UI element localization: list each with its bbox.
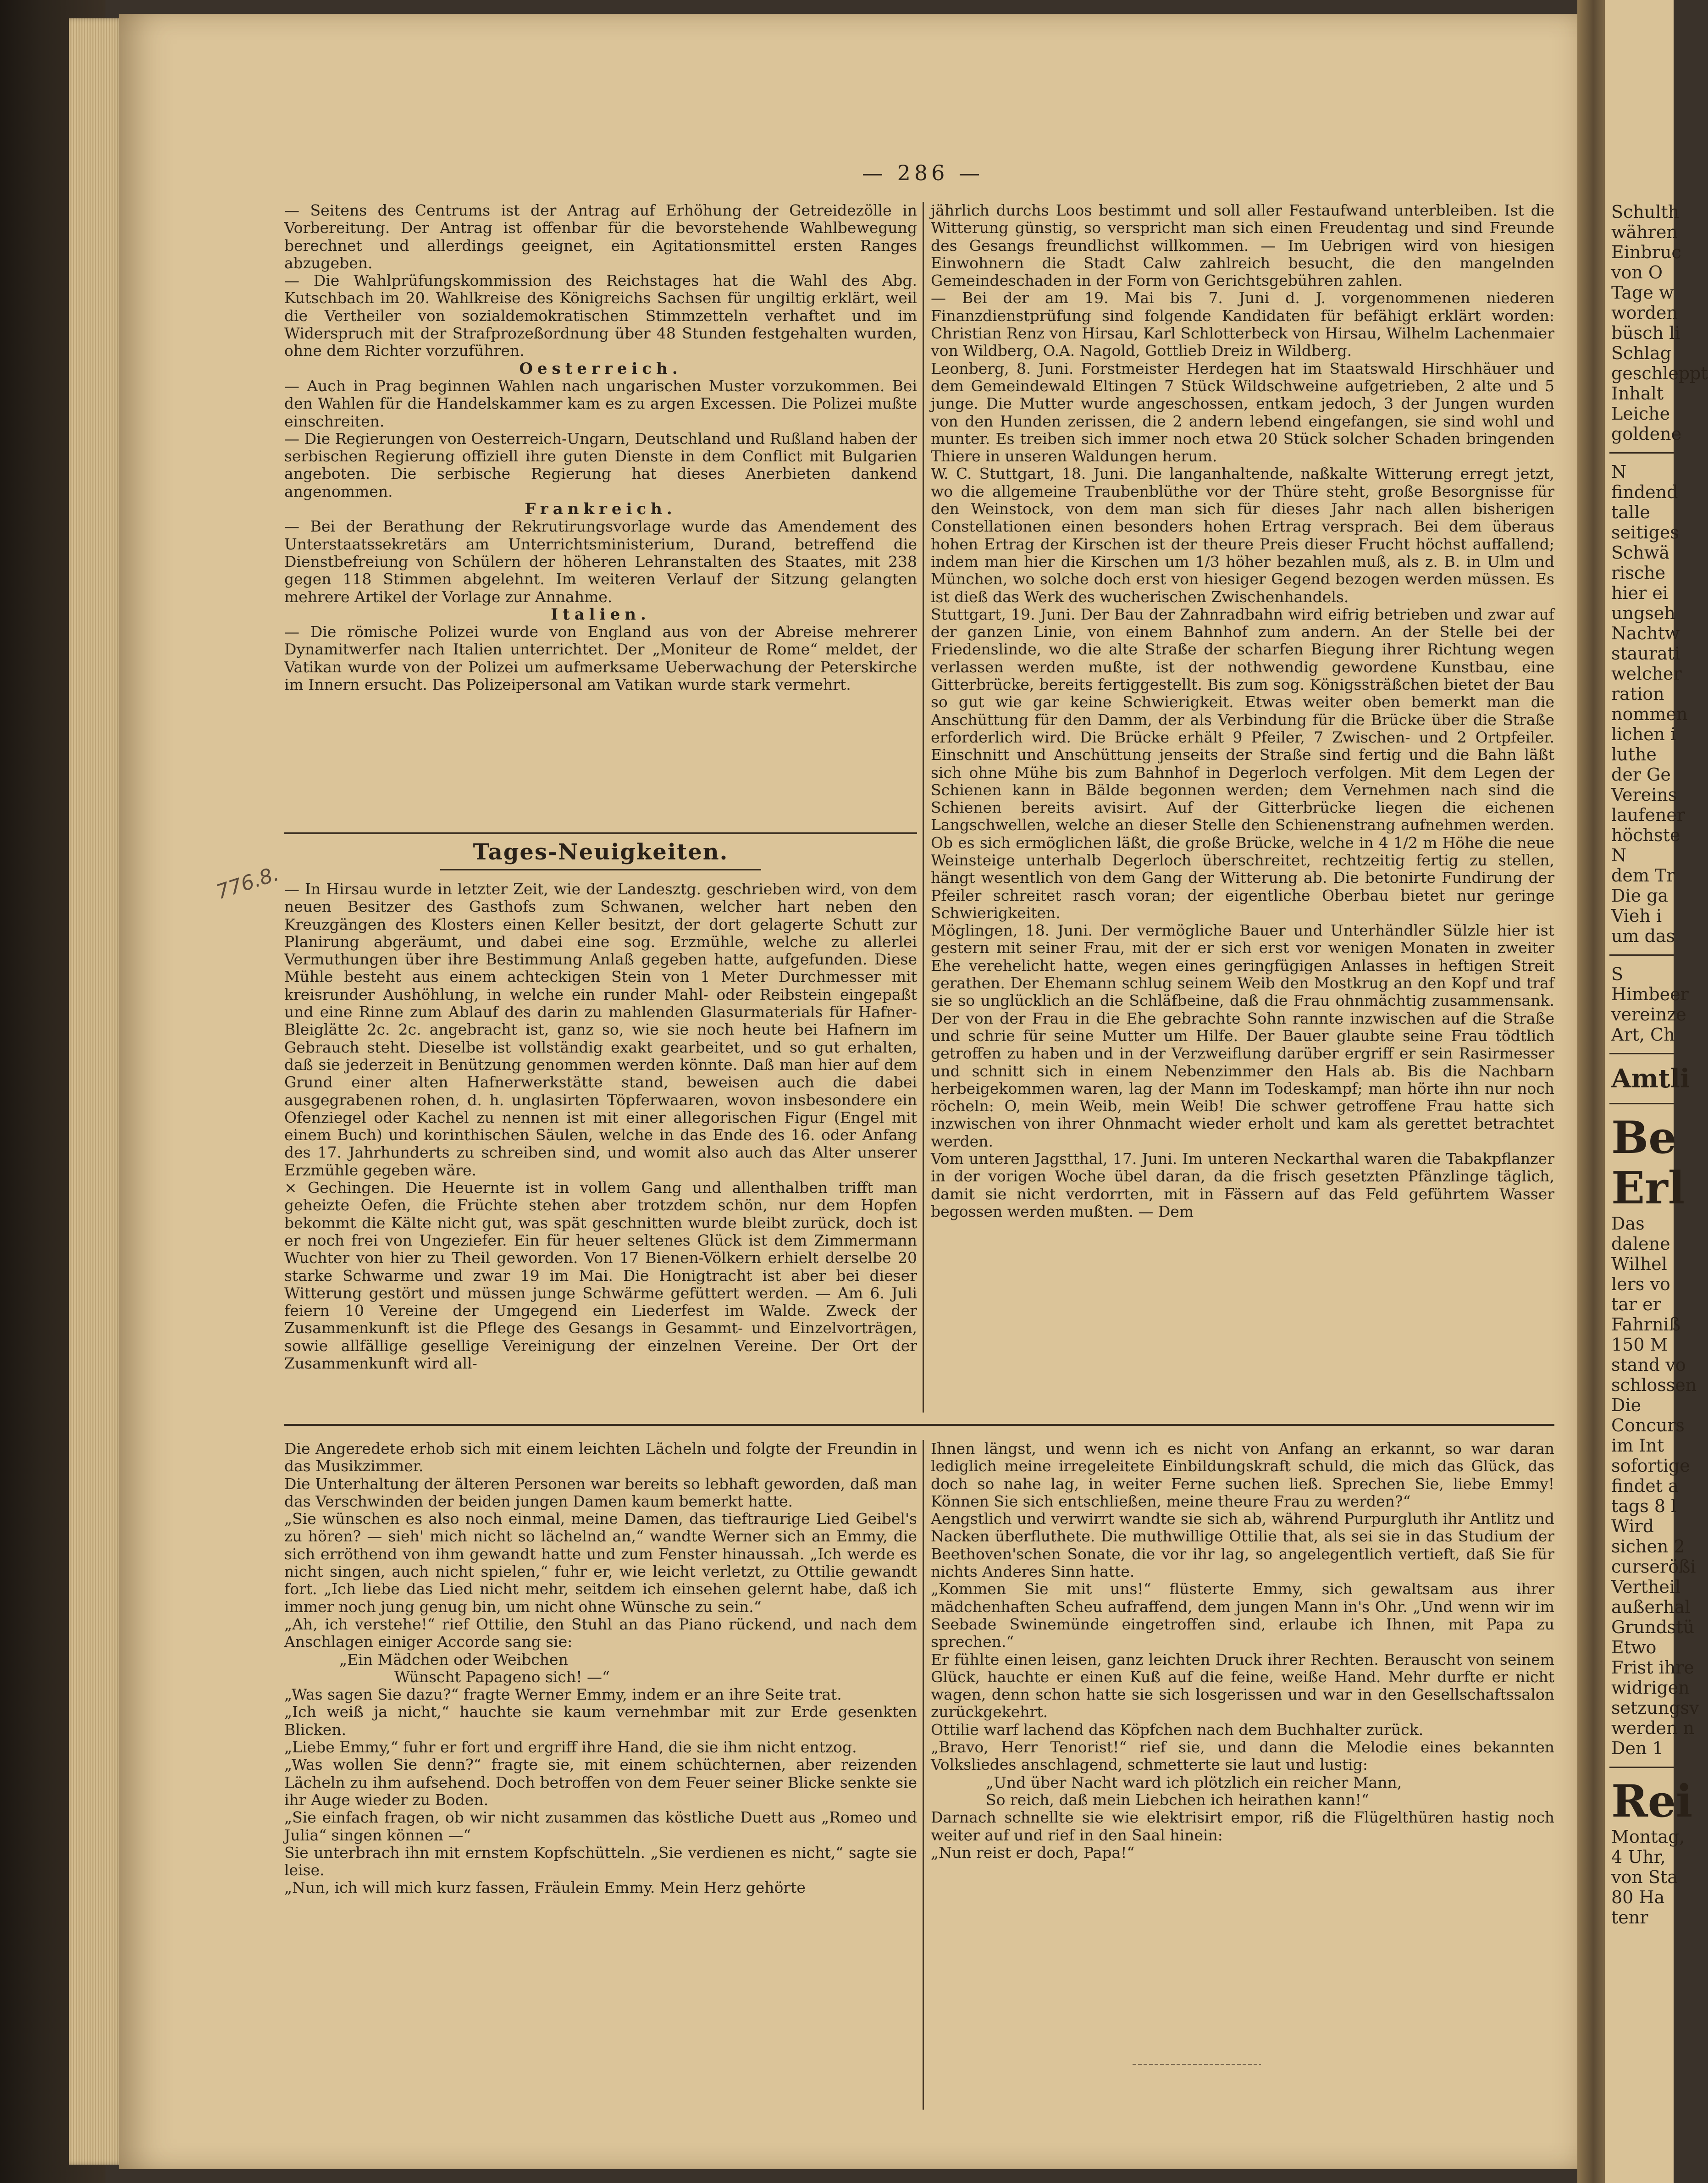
next-page-line: stand vo	[1611, 1355, 1686, 1375]
next-page-line: nommen	[1611, 704, 1688, 724]
next-page-line: staurati	[1611, 643, 1680, 664]
story-paragraph: „Kommen Sie mit uns!“ flüsterte Emmy, sich gewaltsam aus ihrer mädchenhaften Scheu aufraffend, dem jungen Mann in's Ohr. „Und wenn wir im Seebade Swinemünde eingetroffen sind, erlaube ich Ihnen, mit Papa zu sprechen.“	[931, 1580, 1554, 1651]
next-page-rule	[1609, 1767, 1674, 1768]
column-divider	[923, 202, 924, 1413]
next-page-line: Montag,	[1611, 1827, 1685, 1847]
next-page-line: sofortige	[1611, 1456, 1690, 1476]
next-page-line: Himbeer	[1611, 984, 1689, 1004]
story-paragraph: „Nun, ich will mich kurz fassen, Fräulein Emmy. Mein Herz gehörte	[284, 1878, 806, 1897]
section-divider	[284, 832, 917, 834]
next-page-line: Schlag	[1611, 343, 1671, 363]
next-page-big-heading: Be	[1611, 1112, 1677, 1164]
next-page-line: Den 1	[1611, 1738, 1664, 1758]
next-page-lines	[1605, 202, 1708, 444]
next-page-line: hier ei	[1611, 583, 1669, 603]
story-paragraph: Ihnen längst, und wenn ich es nicht von Anfang an erkannt, so war daran lediglich meine irregeleitete Einbildungskraft schuld, die mich das Glück, das doch so nahe lag, in weiter Ferne suchen ließ. Sprechen Sie, liebe Emmy! Können Sie sich entschließen, meine theure Frau zu werden?“	[931, 1440, 1554, 1510]
column-feuilleton-right	[931, 1440, 1554, 1862]
next-page-line: Schwä	[1611, 543, 1669, 563]
article-paragraph: Vom unteren Jagstthal, 17. Juni. Im unteren Neckarthal waren die Tabakpflanzer in der vorigen Woche übel daran, da die frisch gesetzten Pfänzlinge täglich, damit sie nicht verdorrten, mit in Fässern auf das Feld geführtem Wasser begossen werden mußten. — Dem	[931, 1150, 1554, 1220]
next-page-line: Einbruc	[1611, 242, 1681, 262]
article-paragraph: jährlich durchs Loos bestimmt und soll aller Festaufwand unterbleiben. Ist die Witterung günstig, so verspricht man sich einen Freudentag und sind Freunde des Gesangs freundlichst willkommen. — Im Uebrigen wird von hiesigen Einwohnern die Stadt Calw zahlreich besucht, die den mangelnden Gemeindeschaden in der Form von Gerichtsgebühren zahlen.	[931, 201, 1554, 290]
story-paragraph: „Nun reist er doch, Papa!“	[931, 1843, 1135, 1862]
column-regional-news	[931, 202, 1554, 1220]
next-page-line: währen	[1611, 222, 1678, 242]
section-heading-oesterreich: Oesterreich.	[519, 359, 682, 378]
next-page-line: Wird	[1611, 1516, 1654, 1536]
ornamental-rule	[1133, 2064, 1261, 2065]
story-paragraph: Die Angeredete erhob sich mit einem leichten Lächeln und folgte der Freundin in das Musikzimmer.	[284, 1440, 917, 1475]
section-heading-frankreich: Frankreich.	[525, 500, 677, 519]
next-page-line: sichen 2	[1611, 1536, 1685, 1557]
next-page-line: findend	[1611, 482, 1678, 502]
song-verse-line: „Ein Mädchen oder Weibchen	[339, 1650, 568, 1668]
next-page-line: Grundstü	[1611, 1617, 1695, 1637]
next-page-big-heading: Rei	[1611, 1775, 1693, 1827]
article-paragraph: Leonberg, 8. Juni. Forstmeister Herdegen hat im Staatswald Hirschhäuer und dem Gemeindewald Eltingen 7 Stück Wildschweine aufgetrieben, 2 alte und 5 junge. Die Mutter wurde angeschossen, entkam jedoch, 3 der Jungen wurden von den Hunden zerissen, die 2 andern lebend eingefangen, sie sind wohl und munter. Es treiben sich immer noch etwa 20 Stück solcher Schaden bringenden Thiere in unseren Waldungen herum.	[931, 359, 1554, 465]
next-page-line: findet a	[1611, 1476, 1679, 1496]
next-page-rule	[1609, 452, 1674, 454]
next-page-line: außerhal	[1611, 1597, 1691, 1617]
next-page-line: talle	[1611, 502, 1650, 522]
section-heading-italien: Italien.	[551, 605, 651, 624]
next-page-line: setzungsv	[1611, 1698, 1699, 1718]
story-paragraph: „Bravo, Herr Tenorist!“ rief sie, und dann die Melodie eines bekannten Volksliedes anschlagend, schmetterte sie laut und lustig:	[931, 1738, 1554, 1774]
story-paragraph: „Ah, ich verstehe!“ rief Ottilie, den Stuhl an das Piano rückend, und nach dem Anschlagen einiger Accorde sang sie:	[284, 1615, 917, 1651]
next-page-line: Concurs	[1611, 1415, 1685, 1435]
next-page-line: von Sta	[1611, 1867, 1678, 1887]
article-paragraph: W. C. Stuttgart, 18. Juni. Die langanhaltende, naßkalte Witterung erregt jetzt, wo die allgemeine Traubenblüthe vor der Thüre steht, große Besorgnisse für den Weinstock, von dem man sich für dieses Jahr nach allen bisherigen Constellationen einen besonders hohen Ertrag versprach. Bei dem überaus hohen Ertrag der Kirschen ist der theure Preis dieser Frucht höchst auffallend; indem man hier die Kirschen um 1/3 höher bezahlen muß, als z. B. in Ulm und München, wo solche doch erst von hiesiger Gegend bezogen werden müssen. Es ist dieß das Werk des wucherischen Zwischenhandels.	[931, 465, 1554, 606]
next-page-line: Inhalt	[1611, 383, 1664, 404]
article-paragraph: — Die Wahlprüfungskommission des Reichstages hat die Wahl des Abg. Kutschbach im 20. Wahlkreise des Königreichs Sachsen für ungiltig erklärt, weil die Vertheiler von sozialdemokratischen Stimmzetteln verhaftet und im Widerspruch mit der Strafprozeßordnung über 48 Stunden festgehalten wurden, ohne dem Richter vorzuführen.	[284, 271, 917, 360]
song-verse-line: „Und über Nacht ward ich plötzlich ein reicher Mann,	[986, 1773, 1402, 1791]
column-local-news	[284, 881, 917, 1372]
next-page-line: tenr	[1611, 1907, 1648, 1928]
next-page-line: Art, Ch	[1611, 1025, 1675, 1045]
next-page-line: Die ga	[1611, 886, 1669, 906]
next-page-line: Fahrniß	[1611, 1314, 1681, 1335]
article-paragraph: — In Hirsau wurde in letzter Zeit, wie der Landesztg. geschrieben wird, von dem neuen Besitzer des Gasthofs zum Schwanen, welcher hart neben den Kreuzgängen des Klosters einen Keller besitzt, der dort gelagerte Schutt zur Planirung abgeräumt, und dabei eine sog. Erzmühle, welche zu allerlei Vermuthungen über ihre Bestimmung Anlaß gegeben hatte, aufgefunden. Diese Mühle besteht aus einem achteckigen Stein von 1 Meter Durchmesser mit kreisrunder Aushöhlung, in welche ein runder Mahl- oder Reibstein eingepaßt und eine Rinne zum Ablauf des darin zu mahlenden Glasurmaterials für Hafner-Bleiglätte 2c. 2c. angebracht ist, ganz so, wie sie noch heute bei Hafnern im Gebrauch steht. Dieselbe ist vollständig exakt gearbeitet, und so gut erhalten, daß sie jederzeit in Benützung genommen werden könnte. Daß man hier auf dem Grund einer alten Hafnerwerkstätte stand, beweisen auch die dabei ausgegrabenen rohen, d. h. unglasirten Töpferwaaren, wovon insbesondere ein Ofenziegel oder Kachel zu nennen ist mit einer allegorischen Figur (Engel mit einem Buch) und korinthischen Säulen, welche in das Ende des 16. oder Anfang des 17. Jahrhunderts zu schreiben sind, und womit also auch das Alter unserer Erzmühle gegeben wäre.	[284, 880, 917, 1179]
story-paragraph: „Was wollen Sie denn?“ fragte sie, mit einem schüchternen, aber reizenden Lächeln zu ihm aufsehend. Doch betroffen von dem Feuer seiner Blicke senkte sie ihr Auge wieder zu Boden.	[284, 1756, 917, 1809]
next-page-line: 4 Uhr,	[1611, 1847, 1666, 1867]
next-page-line: seitiges	[1611, 522, 1679, 543]
next-page-lines	[1605, 1827, 1685, 1928]
next-page-line: dalene	[1611, 1234, 1670, 1254]
next-page-rule	[1609, 1053, 1674, 1054]
next-page-rule	[1609, 1103, 1674, 1104]
handwritten-margin-note: 776.8.	[213, 862, 282, 904]
next-page-line: vereinze	[1611, 1004, 1686, 1025]
next-page-line: luthe	[1611, 744, 1657, 765]
next-page-line: Vertheil	[1611, 1577, 1681, 1597]
article-paragraph: — Die Regierungen von Oesterreich-Ungarn, Deutschland und Rußland haben der serbischen Regierung offiziell ihre guten Dienste in dem Conflict mit Bulgarien angeboten. Die serbische Regierung hat dieses Anerbieten dankend angenommen.	[284, 429, 917, 500]
article-paragraph: — Die römische Polizei wurde von England aus von der Abreise mehrerer Dynamitwerfer nach Italien unterrichtet. Der „Moniteur de Rome“ meldet, der Vatikan wurde von der Polizei um aufmerksame Ueberwachung der Peterskirche im Innern ersucht. Das Polizeipersonal am Vatikan wurde stark vermehrt.	[284, 623, 917, 694]
next-page-line: N	[1611, 845, 1627, 865]
next-page-line: tags 8 l	[1611, 1496, 1677, 1516]
next-page-line: widrigen	[1611, 1678, 1690, 1698]
column-politics	[284, 202, 917, 693]
article-paragraph: Stuttgart, 19. Juni. Der Bau der Zahnradbahn wird eifrig betrieben und zwar auf der ganzen Linie, von einem Bahnhof zum andern. An der Stelle bei der Friedenslinde, wo die alte Straße der scharfen Biegung ihrer Richtung wegen verlassen werden mußte, ist der nothwendig gewordene Kunstbau, eine Gitterbrücke, bereits fertiggestellt. Bis zum sog. Königssträßchen bietet der Bau so gut wie gar keine Schwierigkeit. Etwas weiter oben bemerkt man die Anschüttung für den Damm, der als Verbindung für die Brücke über die Straße erforderlich wird. Die Brücke erhält 9 Pfeiler, 7 Zwischen- und 2 Ortpfeiler. Einschnitt und Anschüttung jenseits der Straße sind fertig und die Bahn läßt sich ohne Mühe bis zum Bahnhof in Degerloch verfolgen. Mit dem Legen der Schienen kann in Bälde begonnen werden; dem Vernehmen nach sind die Schienen bereits avisirt. Auf der Gitterbrücke liegen die eichenen Langschwellen, welche an dieser Stelle den Schienenstrang aufnehmen werden. Ob es sich ermöglichen läßt, die große Brücke, welche in 4 1/2 m Höhe die neue Weinsteige unterhalb Degerloch überschreitet, rechtzeitig fertig zu stellen, hängt wesentlich von dem Gang der Witterung ab. Die betonirte Fundirung der Pfeiler schreitet rasch voran; der eigentliche Oberbau bietet nur geringe Schwierigkeiten.	[931, 605, 1554, 922]
next-page-line: höchste	[1611, 825, 1680, 845]
next-page-line: tar er	[1611, 1294, 1661, 1314]
next-page-line: im Int	[1611, 1435, 1664, 1456]
next-page-line: 150 M	[1611, 1335, 1668, 1355]
column-divider	[923, 1440, 924, 2110]
next-page-big-heading: Erl	[1611, 1162, 1685, 1214]
next-page-line: der Ge	[1611, 765, 1671, 785]
story-paragraph: Er fühlte einen leisen, ganz leichten Druck ihrer Rechten. Berauscht von seinem Glück, hauchte er einen Kuß auf die feine, weiße Hand. Mehr durfte er nicht wagen, denn schon hatte sie sich losgerissen und war in den Gesellschaftssalon zurückgekehrt.	[931, 1650, 1554, 1721]
next-page-line: Vereins	[1611, 785, 1677, 805]
next-page-line: ration	[1611, 684, 1664, 704]
masthead-underline	[440, 869, 761, 870]
next-page-rule	[1609, 954, 1674, 956]
next-page-line: schlossen	[1611, 1375, 1697, 1395]
next-page-line: Nachtw	[1611, 623, 1680, 643]
page-stack-edge	[69, 18, 124, 2165]
story-paragraph: „Sie einfach fragen, ob wir nicht zusammen das köstliche Duett aus „Romeo und Julia“ singen können —“	[284, 1808, 917, 1844]
next-page-line: von O	[1611, 262, 1663, 283]
next-page-heading: Amtli	[1611, 1064, 1690, 1094]
next-page-line: Vieh i	[1611, 906, 1662, 926]
next-page-line: werden n	[1611, 1718, 1695, 1738]
next-page-line: Tage w	[1611, 283, 1674, 303]
next-page-line: worden	[1611, 303, 1678, 323]
article-paragraph: — Auch in Prag beginnen Wahlen nach ungarischen Muster vorzukommen. Bei den Wahlen für die Handelskammer kam es zu argen Excessen. Die Polizei mußte einschreiten.	[284, 377, 917, 430]
next-page-line: Leiche	[1611, 404, 1670, 424]
next-page-line: goldene	[1611, 424, 1682, 444]
next-page-line: ungseh	[1611, 603, 1675, 623]
next-page-lines	[1605, 462, 1688, 946]
next-page-line: Die	[1611, 1395, 1642, 1415]
next-page-line: um das	[1611, 926, 1675, 946]
feuilleton-divider	[284, 1424, 1554, 1426]
story-paragraph: „Sie wünschen es also noch einmal, meine Damen, das tieftraurige Lied Geibel's zu hören? — sieh' mich nicht so lächelnd an,“ wandte Werner sich an Emmy, die sich erröthend von ihm gewandt hatte und zum Fenster hinaussah. „Ich werde es nicht singen, auch nicht spielen,“ fuhr er, wie leicht verletzt, zu Ottilie gewandt fort. „Ich liebe das Lied nicht mehr, seitdem ich einsehen gelernt habe, daß ich immer noch jung genug bin, um nicht ohne Wünsche zu sein.“	[284, 1510, 917, 1616]
masthead-tages-neuigkeiten: Tages-Neuigkeiten.	[473, 839, 729, 865]
article-paragraph: Möglingen, 18. Juni. Der vermögliche Bauer und Unterhändler Sülzle hier ist gestern mit seiner Frau, mit der er sich erst vor wenigen Monaten in zweiter Ehe verehelicht hatte, wegen eines geringfügigen Anlasses in heftigen Streit gerathen. Der Ehemann schlug seinem Weib den Mostkrug an den Kopf und traf sie so unglücklich an die Schläfbeine, daß die Frau ohnmächtig zusammensank. Der von der Frau in die Ehe gebrachte Sohn rannte inzwischen auf die Straße und schrie für seine Mutter um Hilfe. Der Bauer glaubte seine Frau tödtlich getroffen zu haben und in der Verzweiflung darüber ergriff er sein Rasirmesser und schnitt sich in einem Nebenzimmer den Hals ab. Bis die Nachbarn herbeigekommen waren, lag der Mann im Todeskampf; man hörte ihn nur noch röcheln: O, mein Weib, mein Weib! Die schwer getroffene Frau hatte sich inzwischen von ihrer Ohnmacht wieder erholt und kam als gerettet betrachtet werden.	[931, 921, 1554, 1150]
article-paragraph: — Bei der am 19. Mai bis 7. Juni d. J. vorgenommenen niederen Finanzdienstprüfung sind folgende Kandidaten für befähigt erklärt worden: Christian Renz von Hirsau, Karl Schlotterbeck von Hirsau, Wilhelm Lachenmaier von Wildberg, O.A. Nagold, Gottlieb Dreiz in Wildberg.	[931, 289, 1554, 360]
next-page-line: laufener	[1611, 805, 1685, 825]
story-paragraph: „Liebe Emmy,“ fuhr er fort und ergriff ihre Hand, die sie ihm nicht entzog.	[284, 1738, 857, 1756]
story-paragraph: „Was sagen Sie dazu?“ fragte Werner Emmy, indem er an ihre Seite trat.	[284, 1685, 842, 1704]
story-paragraph: Aengstlich und verwirrt wandte sie sich ab, während Purpurgluth ihr Antlitz und Nacken überfluthete. Die muthwillige Ottilie that, als sei sie in das Studium der Beethoven'schen Sonate, die vor ihr lag, so angelegentlich vertieft, daß Sie für nichts Anderes Sinn hatte.	[931, 1510, 1554, 1581]
story-paragraph: „Ich weiß ja nicht,“ hauchte sie kaum vernehmbar mit zur Erde gesenkten Blicken.	[284, 1703, 917, 1739]
next-page-line: lichen i	[1611, 724, 1676, 744]
article-paragraph: — Bei der Berathung der Rekrutirungsvorlage wurde das Amendement des Unterstaatssekretärs am Unterrichtsministerium, Durand, betreffend die Dienstbefreiung von Schülern der höheren Lehranstalten des Staates, mit 238 gegen 118 Stimmen abgelehnt. Im weiteren Verlauf der Sitzung gelangten mehrere Artikel der Vorlage zur Annahme.	[284, 517, 917, 606]
next-page-lines	[1605, 1213, 1699, 1758]
next-page-line: Das	[1611, 1213, 1645, 1234]
next-page-line: Schulth	[1611, 202, 1680, 222]
story-paragraph: Die Unterhaltung der älteren Personen war bereits so lebhaft geworden, daß man das Verschwinden der beiden jungen Damen kaum bemerkt hatte.	[284, 1474, 917, 1510]
article-paragraph: × Gechingen. Die Heuernte ist in vollem Gang und allenthalben trifft man geheizte Oefen, die Früchte stehen aber trotzdem schön, nur dem Hopfen bekommt die Kälte nicht gut, was spät geschnitten wurde bleibt zurück, doch ist er noch frei von Ungeziefer. Ein für heuer seltenes Glück ist dem Zimmermann Wuchter von hier zu Theil geworden. Von 17 Bienen-Völkern erhielt derselbe 20 starke Schwarme und zwar 19 im Mai. Die Honigtracht ist aber bei dieser Witterung gestört und müssen junge Schwärme gefüttert werden. — Am 6. Juli feiern 10 Vereine der Umgegend ein Liederfest im Walde. Zweck der Zusammenkunft ist die Pflege des Gesangs in Gesammt- und Einzelvorträgen, sowie allfällige gesellige Vereinigung der einzelnen Vereine. Der Ort der Zusammenkunft wird all-	[284, 1179, 917, 1373]
next-page-line: welcher	[1611, 664, 1682, 684]
next-page-line: Etwo	[1611, 1637, 1657, 1657]
next-page-line: lers vo	[1611, 1274, 1670, 1294]
next-page-line: büsch li	[1611, 323, 1680, 343]
next-page-line: Frist ihre	[1611, 1657, 1694, 1678]
page-number: — 286 —	[862, 161, 984, 185]
story-paragraph: Sie unterbrach ihn mit ernstem Kopfschütteln. „Sie verdienen es nicht,“ sagte sie leise.	[284, 1843, 917, 1879]
column-feuilleton-left	[284, 1440, 917, 1897]
next-page-line: 80 Ha	[1611, 1887, 1665, 1907]
story-paragraph: Ottilie warf lachend das Köpfchen nach dem Buchhalter zurück.	[931, 1720, 1424, 1739]
next-page-line: geschleppt	[1611, 363, 1708, 383]
next-page-line: curserößi	[1611, 1557, 1696, 1577]
song-verse-line: So reich, daß mein Liebchen ich heirathen kann!“	[986, 1790, 1369, 1809]
next-page-line: dem Tr	[1611, 865, 1675, 886]
story-paragraph: Darnach schnellte sie wie elektrisirt empor, riß die Flügelthüren hastig noch weiter auf und rief in den Saal hinein:	[931, 1808, 1554, 1844]
next-page-line: N	[1611, 462, 1627, 482]
article-paragraph: — Seitens des Centrums ist der Antrag auf Erhöhung der Getreidezölle in Vorbereitung. Der Antrag ist offenbar für die bevorstehende Wahlbewegung berechnet und allerdings geeignet, ein Agitationsmittel ersten Ranges abzugeben.	[284, 201, 917, 272]
next-page-line: Wilhel	[1611, 1254, 1667, 1274]
next-page-fragment	[1605, 0, 1708, 2183]
next-page-line: rische	[1611, 563, 1666, 583]
song-verse-line: Wünscht Papageno sich! —“	[394, 1668, 610, 1686]
next-page-lines	[1605, 964, 1689, 1045]
next-page-line: S	[1611, 964, 1624, 984]
